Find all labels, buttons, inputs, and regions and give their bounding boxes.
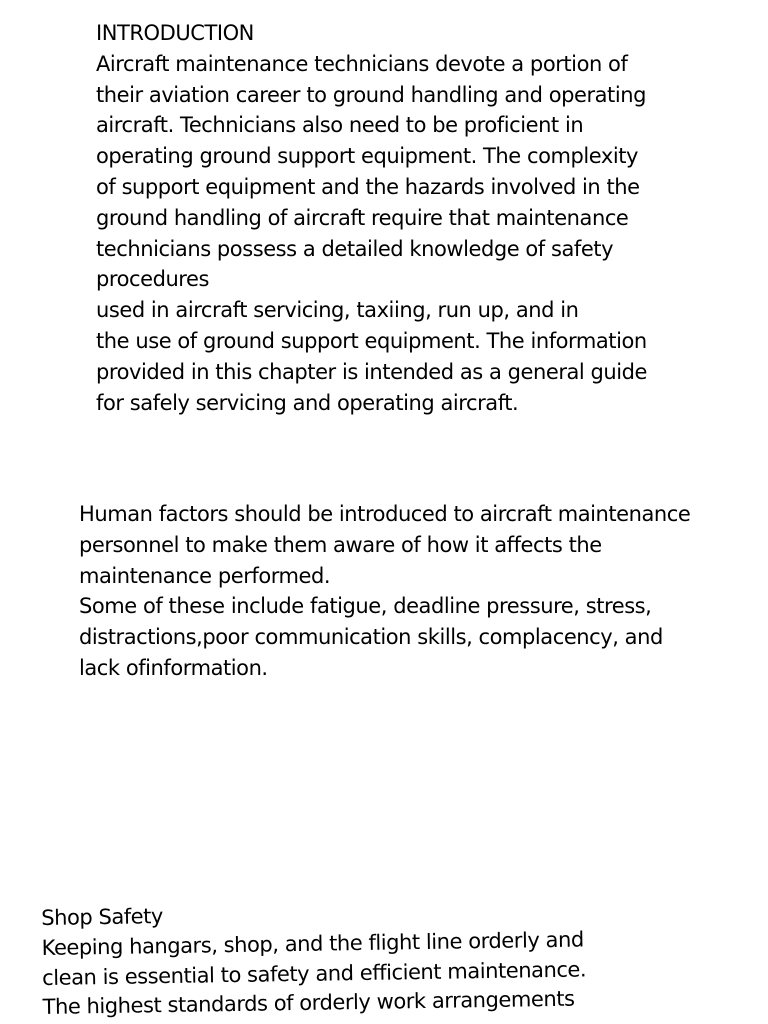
human-factors-section [79, 499, 690, 684]
introduction-text-line: their aviation career to ground handling and operating [96, 82, 646, 107]
introduction-text-line: procedures [96, 267, 209, 292]
introduction-text-line: provided in this chapter is intended as a general guide [96, 359, 648, 384]
introduction-text-line: for safely servicing and operating aircraft. [96, 390, 519, 415]
shop-safety-heading: Shop Safety [41, 904, 164, 930]
introduction-text-line: used in aircraft servicing, taxiing, run up, and in [96, 298, 579, 323]
human-factors-text-line: personnel to make them aware of how it affects the [79, 532, 602, 557]
shop-safety-text-line: The highest standards of orderly work arrangements [42, 987, 575, 1020]
introduction-text-line: Aircraft maintenance technicians devote a portion of [96, 51, 628, 76]
introduction-text-line: technicians possess a detailed knowledge of safety [96, 236, 614, 261]
introduction-section [96, 18, 647, 418]
introduction-text-line: of support equipment and the hazards involved in the [96, 174, 640, 199]
human-factors-text-line: distractions,poor communication skills, complacency, and [79, 625, 663, 650]
introduction-heading: INTRODUCTION [96, 21, 254, 45]
introduction-text-line: operating ground support equipment. The complexity [96, 144, 638, 169]
introduction-text-line: ground handling of aircraft require that maintenance [96, 205, 629, 230]
human-factors-text-line: maintenance performed. [79, 563, 331, 588]
shop-safety-text-line: clean is essential to safety and efficient maintenance. [41, 957, 587, 990]
human-factors-text-line: Some of these include fatigue, deadline pressure, stress, [79, 594, 652, 619]
shop-safety-text-line: Keeping hangars, shop, and the flight line orderly and [41, 927, 584, 960]
human-factors-text-line: Human factors should be introduced to aircraft maintenance [79, 502, 691, 526]
introduction-text-line: the use of ground support equipment. The information [96, 328, 647, 353]
human-factors-text-line: lack ofinformation. [79, 655, 268, 680]
shop-safety-section [41, 895, 587, 1023]
introduction-text-line: aircraft. Technicians also need to be proficient in [96, 113, 584, 138]
